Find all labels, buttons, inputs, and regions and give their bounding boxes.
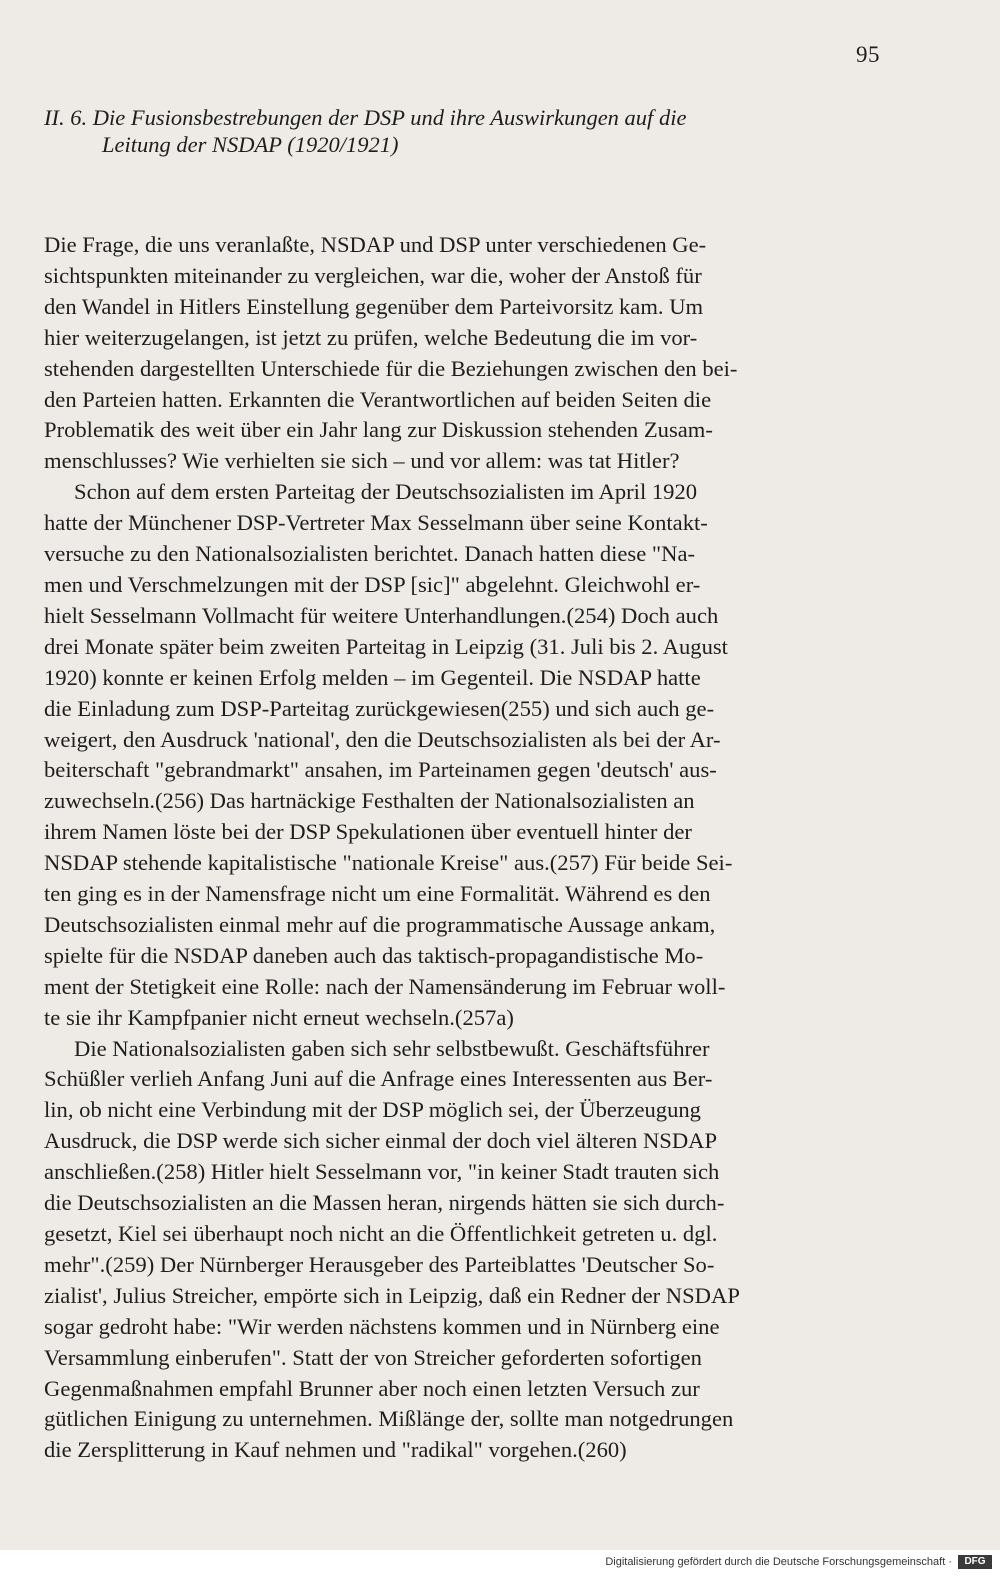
text-line: spielte für die NSDAP daneben auch das taktisch-propagandistische Mo- [44,942,704,968]
text-line: menschlusses? Wie verhielten sie sich – und vor allem: was tat Hitler? [44,448,680,474]
text-line: drei Monate später beim zweiten Parteitag in Leipzig (31. Juli bis 2. August [44,633,728,659]
text-line: te sie ihr Kampfpanier nicht erneut wechseln.(257a) [44,1004,514,1030]
chapter-heading [44,104,844,158]
body-text [44,230,874,1466]
text-line: hielt Sesselmann Vollmacht für weitere Unterhandlungen.(254) Doch auch [44,602,719,628]
text-line: zuwechseln.(256) Das hartnäckige Festhalten der Nationalsozialisten an [44,788,695,814]
footer-credit: Digitalisierung gefördert durch die Deutsche Forschungsgemeinschaft · [605,1556,952,1568]
text-line: die Deutschsozialisten an die Massen heran, nirgends hätten sie sich durch- [44,1190,725,1216]
page-number: 95 [856,42,880,67]
text-line: versuche zu den Nationalsozialisten berichtet. Danach hatten diese "Na- [44,541,695,567]
text-line: Deutschsozialisten einmal mehr auf die programmatische Aussage ankam, [44,911,716,937]
text-line: weigert, den Ausdruck 'national', den die Deutschsozialisten als bei der Ar- [44,726,721,752]
text-line: ihrem Namen löste bei der DSP Spekulationen über eventuell hinter der [44,819,692,845]
text-line: men und Verschmelzungen mit der DSP [sic]" abgelehnt. Gleichwohl er- [44,571,701,597]
text-line: den Wandel in Hitlers Einstellung gegenüber dem Parteivorsitz kam. Um [44,293,704,319]
text-line: Schon auf dem ersten Parteitag der Deutschsozialisten im April 1920 [74,479,698,505]
text-line: Die Frage, die uns veranlaßte, NSDAP und DSP unter verschiedenen Ge- [44,232,707,257]
text-line: Ausdruck, die DSP werde sich sicher einmal der doch viel älteren NSDAP [44,1128,718,1154]
text-line: anschließen.(258) Hitler hielt Sesselmann vor, "in keiner Stadt trauten sich [44,1159,720,1185]
text-line: Problematik des weit über ein Jahr lang zur Diskussion stehenden Zusam- [44,417,713,443]
text-line: 1920) konnte er keinen Erfolg melden – im Gegenteil. Die NSDAP hatte [44,664,701,690]
text-line: hier weiterzugelangen, ist jetzt zu prüfen, welche Bedeutung die im vor- [44,324,698,350]
digitization-footer [0,1550,1000,1576]
heading-line-2: Leitung der NSDAP (1920/1921) [102,132,399,157]
text-line: die Zersplitterung in Kauf nehmen und "radikal" vorgehen.(260) [44,1437,627,1463]
text-line: Schüßler verlieh Anfang Juni auf die Anfrage eines Interessenten aus Ber- [44,1066,713,1092]
text-line: gütlichen Einigung zu unternehmen. Mißlänge der, sollte man notgedrungen [44,1406,734,1432]
heading-line-1: II. 6. Die Fusionsbestrebungen der DSP und ihre Auswirkungen auf die [44,105,687,130]
dfg-logo: DFG [958,1555,992,1569]
text-line: hatte der Münchener DSP-Vertreter Max Sesselmann über seine Kontakt- [44,510,708,536]
text-line: Versammlung einberufen". Statt der von Streicher geforderten sofortigen [44,1344,702,1370]
text-line: die Einladung zum DSP-Parteitag zurückgewiesen(255) und sich auch ge- [44,695,715,721]
text-line: Gegenmaßnahmen empfahl Brunner aber noch einen letzten Versuch zur [44,1375,700,1401]
text-line: lin, ob nicht eine Verbindung mit der DSP möglich sei, der Überzeugung [44,1097,701,1123]
text-line: gesetzt, Kiel sei überhaupt noch nicht an die Öffentlichkeit getreten u. dgl. [44,1221,718,1246]
text-line: sogar gedroht habe: "Wir werden nächstens kommen und in Nürnberg eine [44,1313,720,1339]
text-line: Die Nationalsozialisten gaben sich sehr selbstbewußt. Geschäftsführer [74,1035,710,1061]
text-line: ten ging es in der Namensfrage nicht um eine Formalität. Während es den [44,881,711,907]
text-line: mehr".(259) Der Nürnberger Herausgeber des Parteiblattes 'Deutscher So- [44,1251,715,1277]
text-line: beiterschaft "gebrandmarkt" ansahen, im Parteinamen gegen 'deutsch' aus- [44,757,717,783]
text-line: zialist', Julius Streicher, empörte sich in Leipzig, daß ein Redner der NSDAP [44,1282,740,1308]
text-line: stehenden dargestellten Unterschiede für die Beziehungen zwischen den bei- [44,355,738,381]
text-line: ment der Stetigkeit eine Rolle: nach der Namensänderung im Februar woll- [44,973,726,999]
text-line: sichtspunkten miteinander zu vergleichen, war die, woher der Anstoß für [44,262,702,288]
text-line: NSDAP stehende kapitalistische "nationale Kreise" aus.(257) Für beide Sei- [44,850,733,876]
text-line: den Parteien hatten. Erkannten die Verantwortlichen auf beiden Seiten die [44,386,712,412]
